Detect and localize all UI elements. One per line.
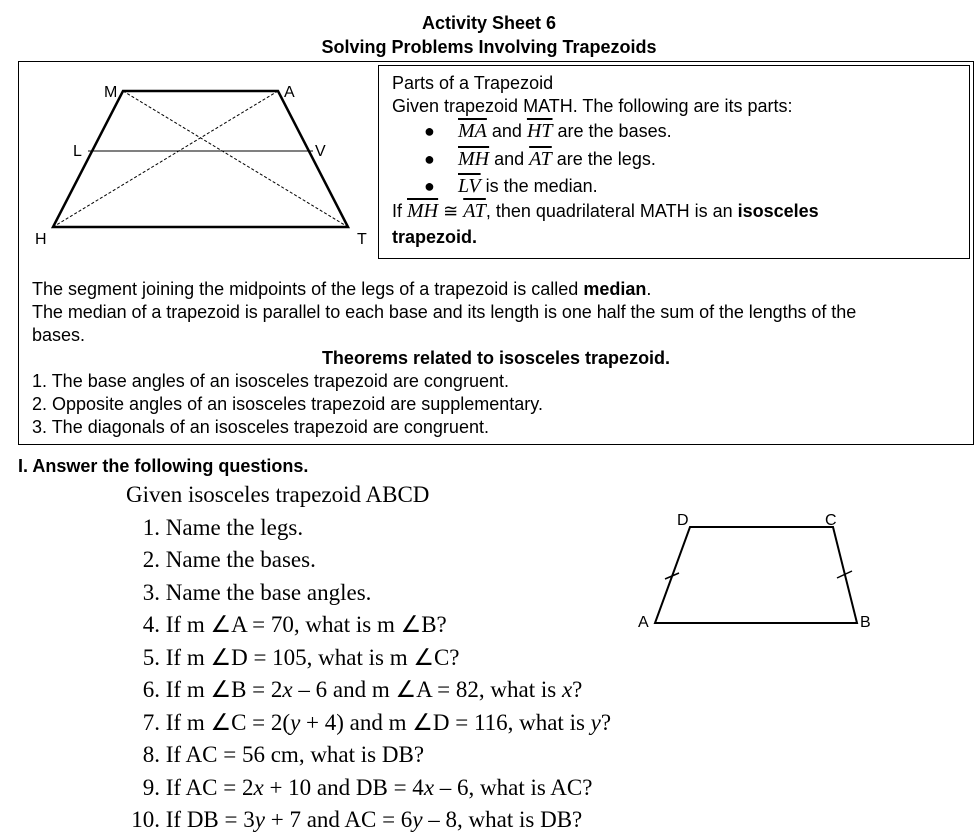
- sheet-subtitle: Solving Problems Involving Trapezoids: [321, 37, 657, 57]
- bullet-median-text: is the median.: [480, 176, 598, 196]
- question-number: 6.: [142, 677, 160, 702]
- question-number: 7.: [142, 710, 160, 735]
- question-text: If DB = 3: [165, 807, 255, 832]
- section-i-heading: I. Answer the following questions.: [18, 456, 309, 476]
- question-5: [124, 642, 460, 674]
- trapezoid-math-outline: [53, 91, 348, 227]
- theorem-1: 1. The base angles of an isosceles trapezoid are congruent.: [32, 371, 509, 391]
- iso-bold-2: trapezoid.: [392, 227, 478, 247]
- question-7: [124, 707, 611, 739]
- question-6: [124, 674, 582, 706]
- bullet-bases-text: are the bases.: [552, 121, 672, 141]
- question-number: 10.: [131, 807, 160, 832]
- label-d: D: [677, 512, 689, 529]
- segment-at: $\overline{AT}$: [529, 148, 552, 170]
- question-9: [124, 772, 592, 804]
- bullet-dot-icon: ●: [424, 121, 435, 141]
- parts-intro: Given trapezoid MATH. The following are its parts:: [392, 96, 793, 116]
- theorem-2: 2. Opposite angles of an isosceles trapezoid are supplementary.: [32, 394, 543, 414]
- bullet-bases-and: and: [486, 121, 527, 141]
- variable: x: [282, 677, 293, 702]
- median-def-post: .: [646, 279, 652, 299]
- isosceles-condition: [392, 200, 819, 222]
- bullet-bases: [424, 120, 672, 142]
- question-text: Name the base angles.: [165, 580, 372, 605]
- question-1: [124, 512, 303, 544]
- iso-segment-mh: $\overline{MH}$: [407, 200, 439, 222]
- trapezoid-math-figure: [28, 78, 378, 253]
- parts-heading: Parts of a Trapezoid: [392, 73, 554, 93]
- question-3: [124, 577, 371, 609]
- bullet-median: [424, 175, 598, 197]
- label-c: C: [825, 512, 837, 529]
- bullet-dot-icon: ●: [424, 149, 435, 169]
- variable: y: [290, 710, 301, 735]
- label-b: B: [860, 614, 871, 631]
- question-number: 5.: [142, 645, 160, 670]
- median-property: The median of a trapezoid is parallel to each base and its length is one half the sum of the lengths of the: [32, 302, 857, 322]
- trapezoid-abcd-figure: [630, 505, 880, 635]
- theorem-3: 3. The diagonals of an isosceles trapezoid are congruent.: [32, 417, 489, 437]
- bullet-legs-and: and: [489, 149, 530, 169]
- question-text: If m ∠B = 2: [165, 677, 283, 702]
- label-v: V: [315, 143, 326, 160]
- median-definition: [32, 278, 651, 301]
- bullet-legs: [424, 148, 656, 170]
- label-a: A: [638, 614, 649, 631]
- question-text: Name the legs.: [165, 515, 304, 540]
- iso-bold-1: isosceles: [737, 201, 819, 221]
- question-text: If m ∠C = 2(: [165, 710, 291, 735]
- theorems-heading: Theorems related to isosceles trapezoid.: [321, 348, 671, 368]
- bullet-legs-text: are the legs.: [551, 149, 656, 169]
- label-a: A: [284, 84, 295, 101]
- variable: x: [423, 775, 435, 800]
- question-8: [124, 739, 424, 771]
- question-text: – 6 and m ∠A = 82, what is: [292, 677, 562, 702]
- question-text: + 4) and m ∠D = 116, what is: [300, 710, 591, 735]
- label-m: M: [104, 84, 118, 101]
- question-text: Name the bases.: [165, 547, 316, 572]
- median-property-cont: bases.: [32, 325, 86, 345]
- label-h: H: [35, 231, 47, 248]
- question-number: 8.: [142, 742, 160, 767]
- iso-prefix: If: [392, 201, 408, 221]
- question-text: + 7 and AC = 6: [264, 807, 413, 832]
- question-text: ?: [572, 677, 583, 702]
- question-text: + 10 and DB = 4: [263, 775, 424, 800]
- question-text: ?: [600, 710, 612, 735]
- variable: x: [253, 775, 264, 800]
- given-statement: Given isosceles trapezoid ABCD: [126, 482, 430, 507]
- segment-mh: $\overline{MH}$: [458, 148, 490, 170]
- iso-segment-at: $\overline{AT}$: [463, 200, 486, 222]
- variable: x: [561, 677, 573, 702]
- question-number: 4.: [142, 612, 160, 637]
- question-text: If m ∠A = 70, what is m ∠B?: [165, 612, 447, 637]
- segment-ma: $\overline{MA}$: [458, 120, 487, 142]
- question-4: [124, 609, 447, 641]
- question-10: [124, 804, 582, 836]
- iso-congruent: ≅: [438, 201, 464, 221]
- question-number: 9.: [142, 775, 160, 800]
- label-l: L: [73, 143, 82, 160]
- median-def-bold: median: [583, 279, 647, 299]
- trapezoid-abcd-outline: [655, 527, 857, 623]
- segment-lv: $\overline{LV}$: [458, 175, 481, 197]
- label-t: T: [357, 231, 367, 248]
- variable: y: [590, 710, 601, 735]
- variable: y: [254, 807, 265, 832]
- iso-mid: , then quadrilateral MATH is an: [485, 201, 738, 221]
- question-number: 3.: [142, 580, 160, 605]
- variable: y: [412, 807, 423, 832]
- question-text: If AC = 2: [165, 775, 254, 800]
- question-text: If m ∠D = 105, what is m ∠C?: [165, 645, 460, 670]
- segment-ht: $\overline{HT}$: [526, 120, 553, 142]
- question-2: [124, 544, 316, 576]
- sheet-title: Activity Sheet 6: [421, 13, 557, 33]
- question-text: If AC = 56 cm, what is DB?: [165, 742, 425, 767]
- median-def-pre: The segment joining the midpoints of the legs of a trapezoid is called: [32, 279, 584, 299]
- bullet-dot-icon: ●: [424, 176, 435, 196]
- question-text: – 8, what is DB?: [422, 807, 583, 832]
- question-text: – 6, what is AC?: [434, 775, 593, 800]
- question-number: 2.: [142, 547, 160, 572]
- question-number: 1.: [142, 515, 160, 540]
